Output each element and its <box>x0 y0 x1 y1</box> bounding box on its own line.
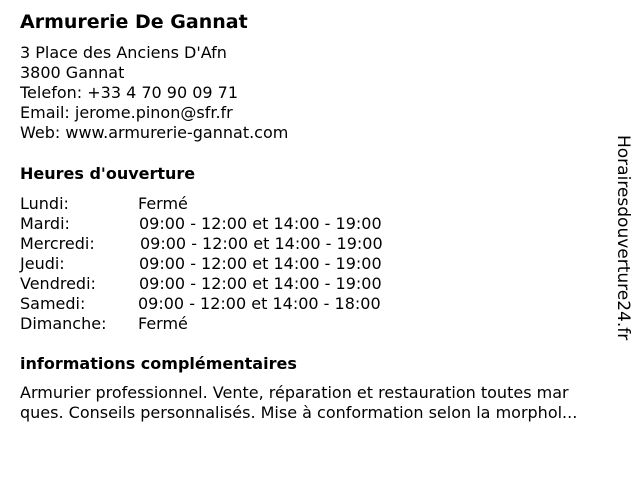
day-hours: Fermé <box>138 194 188 213</box>
day-hours: 09:00 - 12:00 et 14:00 - 19:00 <box>139 254 382 273</box>
phone-line: Telefon: +33 4 70 90 09 71 <box>20 83 239 102</box>
day-label: Samedi: <box>20 294 86 313</box>
day-hours: 09:00 - 12:00 et 14:00 - 19:00 <box>139 274 382 293</box>
day-label: Lundi: <box>20 194 69 213</box>
day-label: Mercredi: <box>20 234 95 253</box>
day-label: Jeudi: <box>20 254 65 273</box>
store-name: Armurerie De Gannat <box>20 11 248 33</box>
web-line: Web: www.armurerie-gannat.com <box>20 123 289 142</box>
address-line-1: 3 Place des Anciens D'Afn <box>20 43 227 62</box>
day-hours: 09:00 - 12:00 et 14:00 - 19:00 <box>140 234 383 253</box>
info-heading: informations complémentaires <box>20 354 297 373</box>
email-line: Email: jerome.pinon@sfr.fr <box>20 103 233 122</box>
info-line-1: Armurier professionnel. Vente, réparation et restauration toutes mar <box>20 383 569 402</box>
contact-block <box>20 43 288 143</box>
watermark-text: Horairesdouverture24.fr <box>613 135 633 341</box>
day-label: Vendredi: <box>20 274 96 293</box>
day-hours: 09:00 - 12:00 et 14:00 - 18:00 <box>138 294 381 313</box>
hours-heading: Heures d'ouverture <box>20 164 196 183</box>
day-label: Dimanche: <box>20 314 107 333</box>
info-description <box>20 383 630 423</box>
day-hours: Fermé <box>138 314 188 333</box>
day-hours: 09:00 - 12:00 et 14:00 - 19:00 <box>139 214 382 233</box>
watermark <box>611 135 635 345</box>
address-line-2: 3800 Gannat <box>20 63 125 82</box>
info-line-2: ques. Conseils personnalisés. Mise à conformation selon la morphol... <box>20 403 578 422</box>
day-label: Mardi: <box>20 214 70 233</box>
